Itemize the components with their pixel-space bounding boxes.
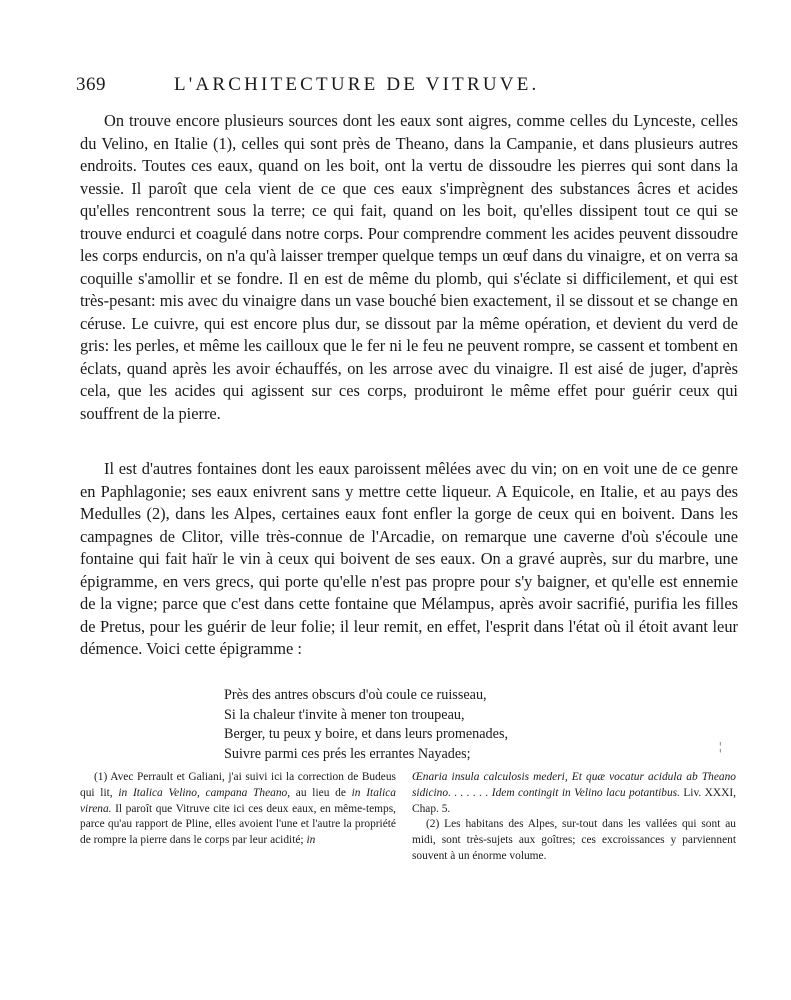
footnotes-left-column	[80, 770, 396, 849]
paragraph-wine-fountains: Il est d'autres fontaines dont les eaux paroissent mêlées avec du vin; on en voit une de ce genre en Paphlagonie; ses eaux enivrent sans y mettre cette liqueur. A Equicole, en Italie, et au pays des Medulles (2), dans les Alpes, certaines eaux font enfler la gorge de ceux qui en boivent. Dans les campagnes de Clitor, ville très-connue de l'Arcadie, on remarque une caverne d'où s'écoule une fontaine qui fait haïr le vin à ceux qui boivent de ses eaux. On a gravé auprès, sur du marbre, une épigramme, en vers grecs, qui porte qu'elle n'est pas propre pour s'y baigner, et qu'elle est ennemie de la vigne; parce que c'est dans cette fontaine que Mélampus, après avoir sacrifié, purifia les filles de Pretus, pour les guérir de leur folie; il leur remit, en effet, l'esprit dans l'état où il étoit avant leur démence. Voici cette épigramme :	[80, 459, 738, 658]
footnotes-right-column	[412, 770, 736, 865]
footnote-2: (2) Les habitans des Alpes, sur-tout dans les vallées qui sont au midi, sont très-sujets aux goîtres; ces excroissances y parviennent souvent à un énorme volume.	[412, 818, 736, 862]
epigram-verse	[224, 686, 644, 764]
paragraph-acid-springs: On trouve encore plusieurs sources dont les eaux sont aigres, comme celles du Lynceste, celles du Velino, en Italie (1), celles qui sont près de Theano, dans la Campanie, et dans plusieurs autres endroits. Toutes ces eaux, quand on les boit, ont la vertu de dissoudre les pierres qui sont dans la vessie. Il paroît que cela vient de ce que ces eaux s'imprègnent des substances âcres et acides qu'elles rencontrent sous la terre; ce qui fait, quand on les boit, qu'elles dissipent tout ce qui se trouve endurci et coagulé dans notre corps. Pour comprendre comment les acides peuvent dissoudre les corps endurcis, on n'a qu'à laisser tremper quelque temps un œuf dans du vinaigre, et on verra sa coquille s'amollir et se fondre. Il en est de même du plomb, qui s'éclate si difficilement, et qui est très-pesant: mis avec du vinaigre dans un vase bouché bien exactement, il se dissout et se change en céruse. Le cuivre, qui est encore plus dur, se dissout par la même opération, et devient du verd de gris: les perles, et même les cailloux que le fer ni le feu ne peuvent rompre, se cassent et tombent en éclats, quand après les avoir échauffés, on les arrose avec du vinaigre. Il est aisé de juger, d'après cela, que les acides qui agissent sur ces corps, produiront le même effet pour guérir ceux qui souffrent de la pierre.	[80, 111, 738, 423]
footnote-1: (1) Avec Perrault et Galiani, j'ai suivi ici la correction de Budeus qui lit, in Italica Velino, campana Theano, au lieu de in Italica virena. Il paroît que Vitruve cite ici ces deux eaux, en même-temps, parce qu'au rapport de Pline, elles avoient l'une et l'autre la propriété de rompre la pierre dans le corps par leur acidité; in	[80, 771, 396, 847]
footnote-1-continued: Œnaria insula calculosis mederi, Et quæ vocatur acidula ab Theano sidicino. . . . . . . Idem contingit in Velino lacu potantibus. Liv. XXXI, Chap. 5.	[412, 771, 736, 815]
page-number: 369	[76, 74, 106, 95]
running-title: L'ARCHITECTURE DE VITRUVE.	[174, 74, 540, 95]
verse-line: Suivre parmi ces prés les errantes Nayades;	[224, 745, 471, 762]
running-head	[76, 74, 742, 100]
verse-line: Berger, tu peux y boire, et dans leurs promenades,	[224, 726, 509, 743]
margin-mark: ¦	[719, 739, 722, 753]
verse-line: Près des antres obscurs d'où coule ce ruisseau,	[224, 687, 487, 703]
verse-line: Si la chaleur t'invite à mener ton troupeau,	[224, 706, 465, 723]
